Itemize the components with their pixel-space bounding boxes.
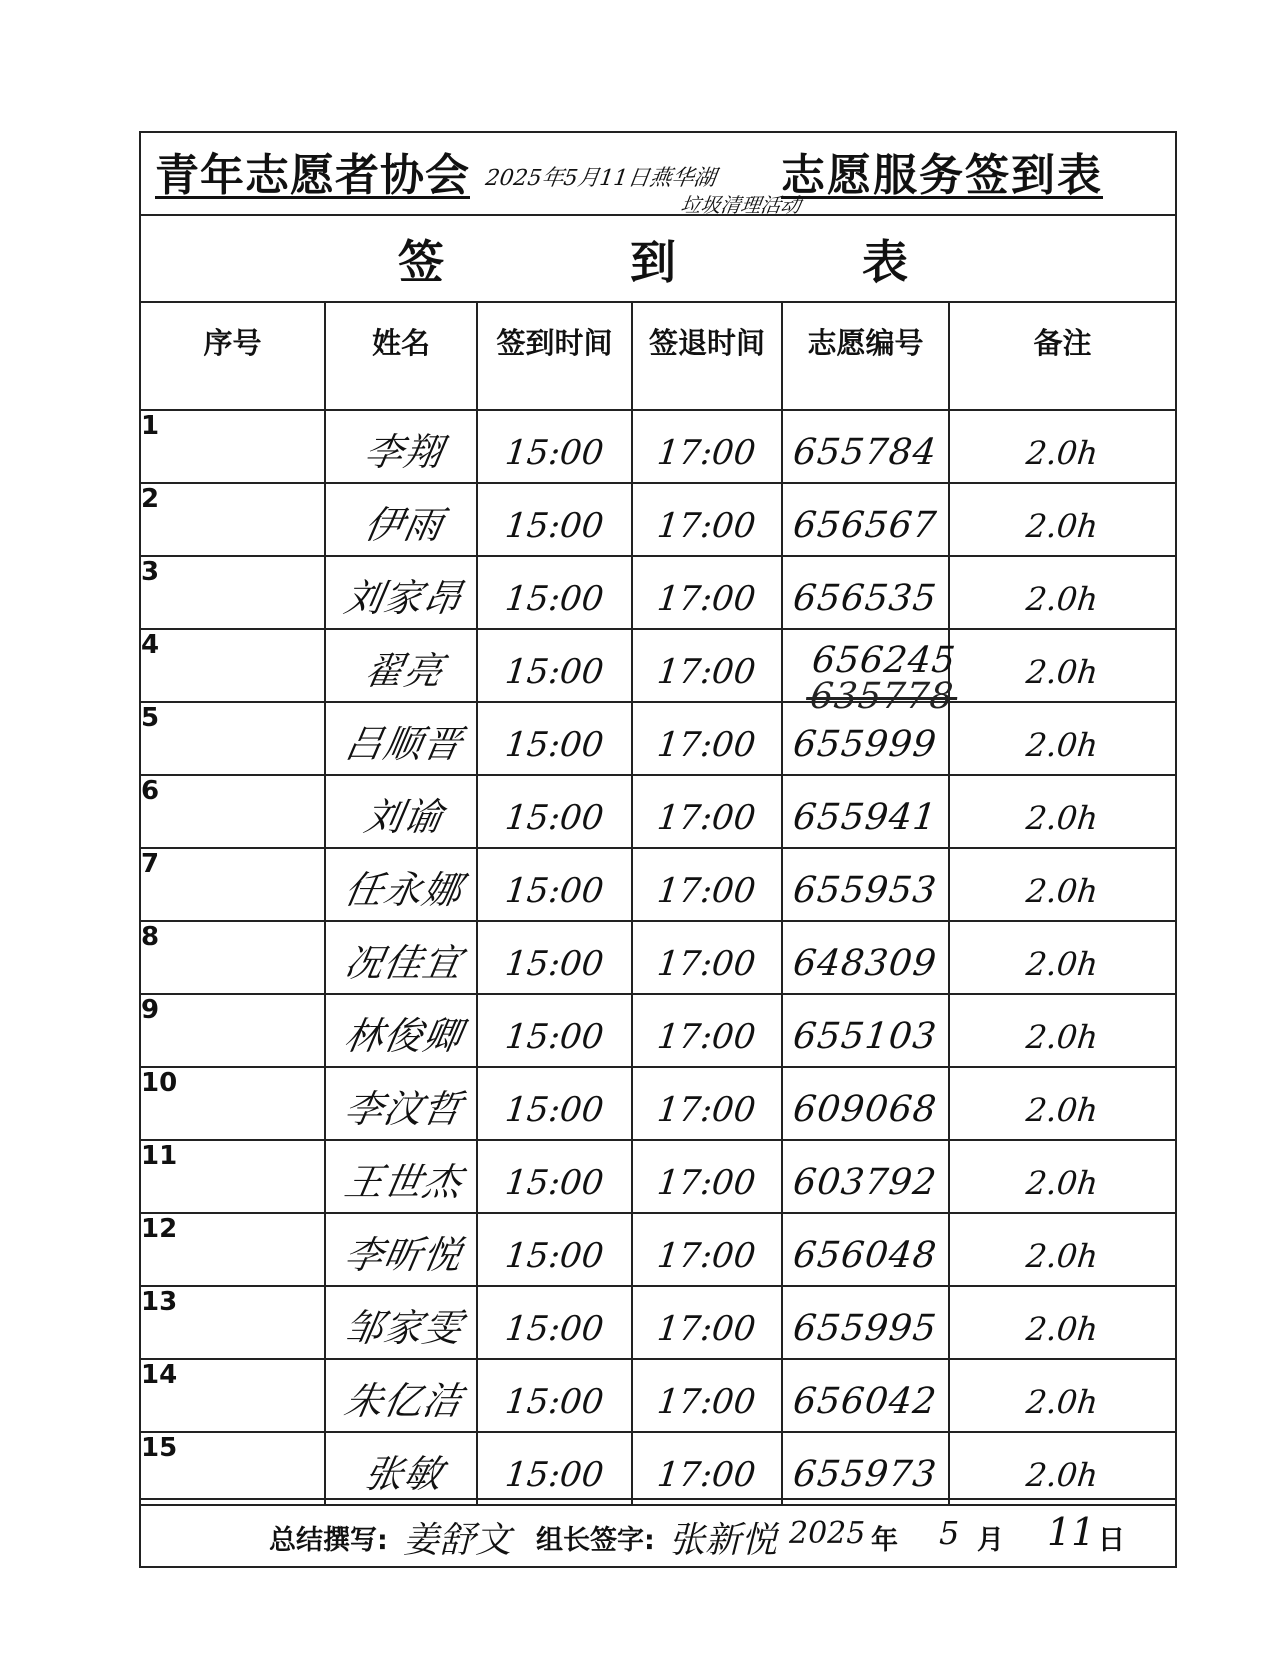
row-checkin-time-text: 15:00 [502,943,605,984]
row-checkout-time [632,994,782,1067]
month-label: 月 [977,1525,1004,1556]
row-note-text: 2.0h [1024,1455,1100,1494]
row-name-signature-text: 刘谕 [361,795,447,839]
row-name-signature-text: 伊雨 [361,503,447,547]
row-volunteer-id-text: 656535 [790,578,939,619]
volunteer-id-correction: 656245 [810,640,958,681]
row-note-text: 2.0h [1024,798,1100,837]
row-name-signature-text: 刘家昂 [341,576,467,620]
row-name-signature-text: 李汶哲 [341,1087,467,1131]
footer-row [141,1498,1175,1568]
row-checkin-time-text: 15:00 [502,724,605,765]
row-checkin-time [477,629,632,702]
row-volunteer-id [782,483,949,556]
row-checkout-time [632,1140,782,1213]
row-volunteer-id [782,921,949,994]
row-checkout-time-text: 17:00 [655,651,758,692]
row-checkout-time [632,483,782,556]
row-name-signature [325,1359,477,1432]
row-checkout-time-text: 17:00 [655,870,758,911]
row-checkout-time [632,1213,782,1286]
row-seq: 12 [141,1213,325,1286]
row-volunteer-id [782,410,949,483]
row-checkout-time-text: 17:00 [655,1162,758,1203]
row-note [949,1067,1175,1140]
row-volunteer-id [782,629,958,717]
row-name-signature [325,1213,477,1286]
row-checkout-time-text: 17:00 [655,505,758,546]
row-note [949,1140,1175,1213]
column-header-volunteer-id: 志愿编号 [782,303,949,410]
row-checkout-time [632,629,782,702]
row-volunteer-id [782,1213,949,1286]
table-row [141,1286,1175,1359]
row-checkin-time-text: 15:00 [502,1016,605,1057]
row-seq: 14 [141,1359,325,1432]
row-seq: 15 [141,1432,325,1505]
row-note-text: 2.0h [1024,579,1100,618]
row-note-text: 2.0h [1024,1090,1100,1129]
row-checkin-time-text: 15:00 [502,1162,605,1203]
row-checkin-time-text: 15:00 [502,870,605,911]
row-checkin-time [477,775,632,848]
row-name-signature [325,994,477,1067]
row-checkout-time-text: 17:00 [655,578,758,619]
row-name-signature-text: 李翔 [361,430,447,474]
summary-writer-label: 总结撰写: [269,1525,388,1556]
row-checkin-time [477,410,632,483]
row-checkout-time-text: 17:00 [655,943,758,984]
date-month: 5 [939,1514,960,1552]
row-note-text: 2.0h [1024,1309,1100,1348]
row-name-signature [325,410,477,483]
row-checkin-time-text: 15:00 [502,432,605,473]
row-checkin-time [477,1067,632,1140]
row-checkout-time [632,848,782,921]
row-volunteer-id-text: 656567 [790,505,939,546]
row-seq: 9 [141,994,325,1067]
row-seq: 2 [141,483,325,556]
row-volunteer-id [782,1359,949,1432]
event-activity: 垃圾清理活动 [679,193,803,217]
leader-signature-label: 组长签字: [536,1525,655,1556]
column-header-seq: 序号 [141,303,325,410]
table-row [141,1432,1175,1505]
row-volunteer-id-text: 655784 [790,432,939,473]
row-note [949,1213,1175,1286]
row-name-signature [325,775,477,848]
table-title-row [141,216,1175,303]
row-checkin-time-text: 15:00 [502,1381,605,1422]
row-checkin-time [477,994,632,1067]
row-checkin-time-text: 15:00 [502,1235,605,1276]
day-label: 日 [1098,1525,1125,1556]
row-checkin-time-text: 15:00 [502,1308,605,1349]
row-checkin-time [477,848,632,921]
row-checkout-time-text: 17:00 [655,1089,758,1130]
row-note-text: 2.0h [1024,1236,1100,1275]
row-note-text: 2.0h [1024,725,1100,764]
row-volunteer-id-text: 655953 [790,870,939,911]
row-checkin-time [477,1432,632,1505]
row-volunteer-id-text: 655995 [790,1308,939,1349]
row-checkout-time-text: 17:00 [655,1016,758,1057]
row-name-signature [325,1432,477,1505]
table-row [141,483,1175,556]
row-name-signature [325,702,477,775]
row-checkin-time [477,483,632,556]
row-volunteer-id-text: 655103 [790,1016,939,1057]
row-checkin-time-text: 15:00 [502,1454,605,1495]
row-volunteer-id [782,702,949,775]
row-note [949,483,1175,556]
table-title: 签到表 [398,235,1094,289]
row-name-signature-text: 林俊卿 [341,1014,467,1058]
row-note [949,702,1175,775]
row-seq: 6 [141,775,325,848]
row-seq: 10 [141,1067,325,1140]
row-checkin-time [477,1213,632,1286]
row-note [949,1286,1175,1359]
row-volunteer-id-text: 648309 [790,943,939,984]
row-note-text: 2.0h [1024,433,1100,472]
column-header-checkin: 签到时间 [477,303,632,410]
row-note [949,556,1175,629]
table-row [141,1140,1175,1213]
row-volunteer-id-text: 609068 [790,1089,939,1130]
row-name-signature-text: 邹家雯 [341,1306,467,1350]
row-volunteer-id-text: 655973 [790,1454,939,1495]
summary-writer-signature: 姜舒文 [403,1520,512,1561]
table-row [141,629,1175,702]
row-note [949,1359,1175,1432]
row-name-signature-text: 翟亮 [361,649,447,693]
row-checkout-time [632,556,782,629]
leader-signature: 张新悦 [669,1520,778,1561]
row-checkin-time [477,1359,632,1432]
sign-in-sheet [139,131,1177,1568]
row-checkin-time [477,1140,632,1213]
volunteer-id-struck: 635778 [808,676,956,717]
row-volunteer-id [782,848,949,921]
table-row [141,702,1175,775]
row-checkout-time-text: 17:00 [655,1381,758,1422]
row-checkout-time [632,410,782,483]
table-row [141,848,1175,921]
row-checkout-time [632,921,782,994]
row-checkout-time [632,1359,782,1432]
row-checkout-time-text: 17:00 [655,1235,758,1276]
date-day: 11 [1047,1510,1096,1554]
row-volunteer-id [782,556,949,629]
row-name-signature-text: 吕顺晋 [341,722,467,766]
row-volunteer-id [782,1432,949,1505]
row-seq: 4 [141,629,325,702]
row-name-signature [325,629,477,702]
row-checkout-time [632,1286,782,1359]
row-volunteer-id-text: 656042 [790,1381,939,1422]
row-seq: 11 [141,1140,325,1213]
row-checkin-time [477,921,632,994]
row-seq: 3 [141,556,325,629]
row-note [949,921,1175,994]
row-volunteer-id-text: 656048 [790,1235,939,1276]
row-checkin-time-text: 15:00 [502,651,605,692]
row-checkout-time-text: 17:00 [655,724,758,765]
row-name-signature-text: 况佳宜 [341,941,467,985]
row-note [949,1432,1175,1505]
row-name-signature-text: 李昕悦 [341,1233,467,1277]
row-checkin-time [477,1286,632,1359]
row-name-signature-text: 张敏 [361,1452,447,1496]
row-checkin-time [477,702,632,775]
row-checkout-time [632,702,782,775]
column-header-checkout: 签退时间 [632,303,782,410]
row-volunteer-id [782,1067,949,1140]
row-note-text: 2.0h [1024,944,1100,983]
row-volunteer-id-text: 603792 [790,1162,939,1203]
row-checkout-time-text: 17:00 [655,1308,758,1349]
row-name-signature [325,848,477,921]
column-header-note: 备注 [949,303,1175,410]
row-checkin-time-text: 15:00 [502,578,605,619]
row-checkin-time-text: 15:00 [502,505,605,546]
form-name: 志愿服务签到表 [781,150,1103,201]
table-row [141,1359,1175,1432]
row-name-signature [325,921,477,994]
row-note [949,410,1175,483]
row-name-signature [325,556,477,629]
row-note [949,994,1175,1067]
row-checkout-time-text: 17:00 [655,1454,758,1495]
row-name-signature [325,1067,477,1140]
row-checkout-time-text: 17:00 [655,432,758,473]
row-volunteer-id [782,994,949,1067]
row-note [949,848,1175,921]
row-note-text: 2.0h [1024,1382,1100,1421]
row-checkout-time [632,775,782,848]
date-year: 2025 [789,1516,866,1551]
row-note [949,629,1175,702]
row-name-signature-text: 朱亿洁 [341,1379,467,1423]
row-name-signature [325,1286,477,1359]
row-seq: 1 [141,410,325,483]
table-row [141,1067,1175,1140]
row-volunteer-id-text: 655941 [790,797,939,838]
row-checkout-time [632,1067,782,1140]
header-row [141,303,1175,410]
event-date-location: 2025年5月11日燕华湖 [483,166,718,191]
row-note-text: 2.0h [1024,1163,1100,1202]
table-row [141,775,1175,848]
column-header-name: 姓名 [325,303,477,410]
title-row [141,133,1175,216]
row-checkin-time [477,556,632,629]
row-volunteer-id [782,1140,949,1213]
organization-name: 青年志愿者协会 [155,150,470,201]
row-checkin-time-text: 15:00 [502,1089,605,1130]
row-seq: 8 [141,921,325,994]
table-row [141,921,1175,994]
row-name-signature [325,483,477,556]
table-row [141,410,1175,483]
row-seq: 13 [141,1286,325,1359]
row-name-signature [325,1140,477,1213]
row-note [949,775,1175,848]
year-label: 年 [871,1525,898,1556]
table-row [141,994,1175,1067]
row-note-text: 2.0h [1024,1017,1100,1056]
row-name-signature-text: 任永娜 [341,868,467,912]
row-seq: 7 [141,848,325,921]
row-note-text: 2.0h [1024,871,1100,910]
row-note-text: 2.0h [1024,652,1100,691]
row-checkout-time [632,1432,782,1505]
table-row [141,556,1175,629]
sign-in-table [141,303,1175,1506]
table-row [141,1213,1175,1286]
row-checkin-time-text: 15:00 [502,797,605,838]
row-checkout-time-text: 17:00 [655,797,758,838]
row-volunteer-id [782,1286,949,1359]
row-volunteer-id-text: 655999 [790,724,939,765]
row-note-text: 2.0h [1024,506,1100,545]
row-volunteer-id [782,775,949,848]
row-name-signature-text: 王世杰 [341,1160,467,1204]
row-seq: 5 [141,702,325,775]
